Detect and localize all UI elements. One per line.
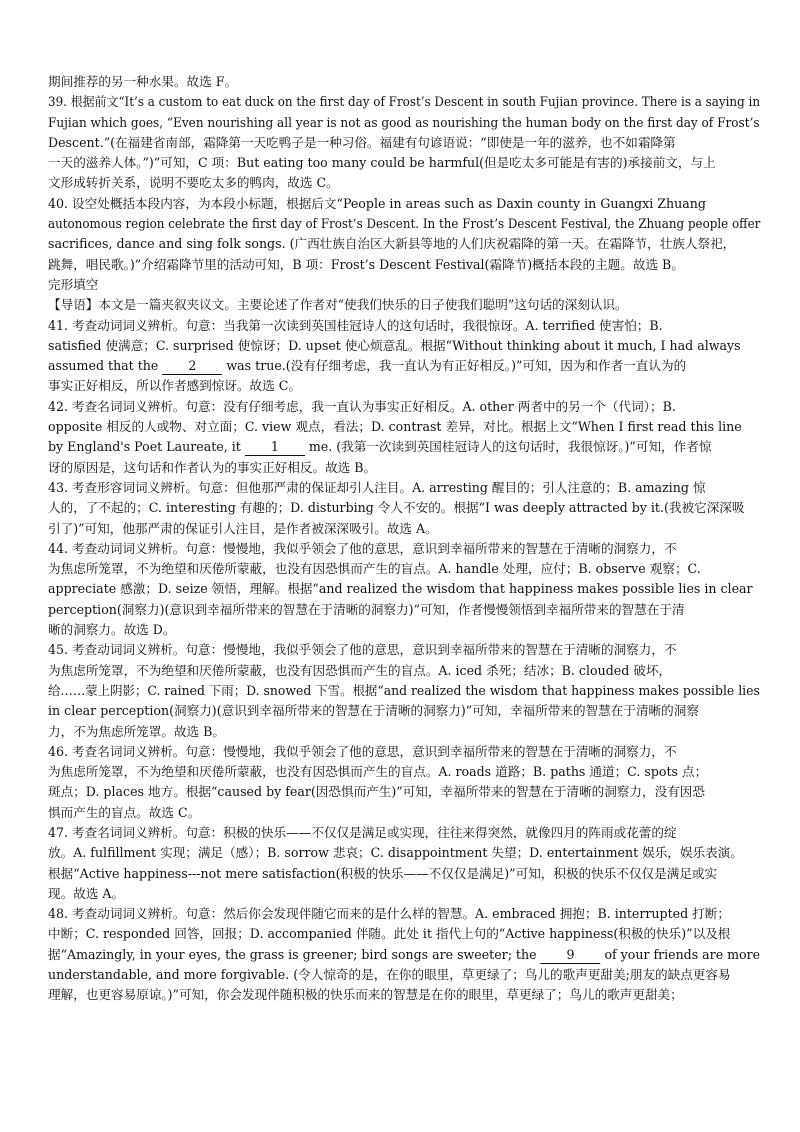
text-segment: by England's Poet Laureate, it: [48, 439, 245, 455]
text-line: 46. 考查名词词义辨析。句意：慢慢地，我似乎领会了他的意思，意识到幸福所带来的智慧在于清晰的洞察力，不: [48, 743, 677, 759]
text-line: 为焦虑所笼罩，不为绝望和厌倦所蒙蔽，也没有因恐惧而产生的盲点。A. handle 处理，应付；B. observe 观察；C.: [48, 561, 701, 577]
text-line: 放。A. fulfillment 实现；满足（感）；B. sorrow 悲哀；C. disappointment 失望；D. entertainment 娱乐，娱乐表演。: [48, 845, 743, 861]
text-line: [48, 356, 760, 376]
text-line: 期间推荐的另一种水果。故选 F。: [48, 74, 238, 89]
text-line: 理解，也更容易原谅。)”可知，你会发现伴随积极的快乐而来的智慧是在你的眼里，草更绿了；鸟儿的歌声更甜美；: [48, 987, 683, 1003]
text-line: sacrifices, dance and sing folk songs. (广西壮族自治区大新县等地的人们庆祝霜降的第一天。在霜降节，壮族人祭祀，: [48, 236, 736, 252]
text-line: perception(洞察力)(意识到幸福所带来的智慧在于清晰的洞察力)”可知，作者慢慢领悟到幸福所带来的智慧在于清: [48, 601, 685, 617]
text-line: 事实正好相反，所以作者感到惊讶。故选 C。: [48, 378, 301, 394]
text-line: 引了)”可知，他那严肃的保证引人注目，是作者被深深吸引。故选 A。: [48, 520, 438, 536]
text-line: 41. 考查动词词义辨析。句意：当我第一次读到英国桂冠诗人的这句话时，我很惊讶。A. terrified 使害怕；B.: [48, 317, 663, 333]
text-line: 48. 考查动词词义辨析。句意：然后你会发现伴随它而来的是什么样的智慧。A. embraced 拥抱；B. interrupted 打断；: [48, 906, 730, 922]
text-line: Fujian which goes, “Even nourishing all year is not as good as nourishing the human body on the first day of Frost’s: [48, 114, 760, 130]
text-line: in clear perception(洞察力)(意识到幸福所带来的智慧在于清晰的洞察力)”可知，幸福所带来的智慧在于清晰的洞察: [48, 703, 699, 719]
document-page: [48, 72, 760, 1006]
text-line: 42. 考查名词词义辨析。句意：没有仔细考虑，我一直认为事实正好相反。A. other 两者中的另一个（代词）；B.: [48, 398, 676, 414]
text-line: 力，不为焦虑所笼罩。故选 B。: [48, 723, 225, 739]
text-line: [48, 945, 759, 965]
text-line: opposite 相反的人或物、对立面；C. view 观点，看法；D. contrast 差异，对比。根据上文“When I first read this line: [48, 419, 742, 435]
text-line: 40. 设空处概括本段内容，为本段小标题，根据后文“People in areas such as Daxin county in Guangxi Zhuang: [48, 195, 706, 211]
answer-blank: 1: [245, 439, 305, 456]
text-segment: me. (我第一次读到英国桂冠诗人的这句话时，我很惊讶。)”可知，作者惊: [304, 439, 712, 455]
text-line: satisfied 使满意；C. surprised 使惊讶；D. upset 使心烦意乱。根据“Without thinking about it much, I had always: [48, 337, 741, 353]
text-line: 为焦虑所笼罩，不为绝望和厌倦所蒙蔽，也没有因恐惧而产生的盲点。A. roads 道路；B. paths 通道；C. spots 点；: [48, 764, 708, 780]
text-line: 给……蒙上阴影；C. rained 下雨；D. snowed 下雪。根据“and realized the wisdom that happiness makes possible lies: [48, 682, 760, 698]
text-line: 43. 考查形容词词义辨析。句意：但他那严肃的保证却引人注目。A. arresting 醒目的；引人注意的；B. amazing 惊: [48, 479, 706, 495]
text-line: [48, 437, 760, 457]
text-segment: was true.(没有仔细考虑，我一直认为有正好相反。)”可知，因为和作者一直认为的: [222, 358, 687, 374]
text-line: 39. 根据前文“It’s a custom to eat duck on the first day of Frost’s Descent in south Fujian province. There is a saying in: [48, 94, 761, 110]
text-line: 现。故选 A。: [48, 885, 125, 901]
text-segment: of your friends are more: [600, 946, 761, 962]
text-line: 人的，了不起的；C. interesting 有趣的；D. disturbing 令人不安的。根据“I was deeply attracted by it.(我被它深深吸: [48, 500, 745, 516]
text-line: understandable, and more forgivable. (令人惊奇的是，在你的眼里，草更绿了；鸟儿的歌声更甜美;朋友的缺点更容易: [48, 967, 731, 983]
text-line: 47. 考查名词词义辨析。句意：积极的快乐——不仅仅是满足或实现，往往来得突然，就像四月的阵雨或花蕾的绽: [48, 824, 677, 840]
text-line: 为焦虑所笼罩，不为绝望和厌倦所蒙蔽，也没有因恐惧而产生的盲点。A. iced 杀死；结冰；B. clouded 破坏，: [48, 662, 672, 678]
text-line: Descent.”(在福建省南部，霜降第一天吃鸭子是一种习俗。福建有句谚语说：“即使是一年的滋养，也不如霜降第: [48, 134, 676, 150]
text-segment: assumed that the: [48, 358, 163, 374]
text-line: appreciate 感激；D. seize 领悟，理解。根据“and realized the wisdom that happiness makes possible lies in clear: [48, 581, 753, 597]
text-line: 完形填空: [48, 276, 99, 292]
text-line: 44. 考查动词词义辨析。句意：慢慢地，我似乎领会了他的意思，意识到幸福所带来的智慧在于清晰的洞察力，不: [48, 540, 677, 556]
text-line: autonomous region celebrate the first day of Frost’s Descent. In the Frost’s Descent Festival, the Zhuang people offer: [48, 216, 761, 232]
text-line: 文形成转折关系，说明不要吃太多的鸭肉，故选 C。: [48, 175, 339, 191]
text-line: 中断；C. responded 回答，回报；D. accompanied 伴随。此处 it 指代上句的“Active happiness(积极的快乐)”以及根: [48, 926, 731, 942]
text-segment: 据“Amazingly, in your eyes, the grass is greener; bird songs are sweeter; the: [48, 946, 541, 962]
text-line: 45. 考查动词词义辨析。句意：慢慢地，我似乎领会了他的意思，意识到幸福所带来的智慧在于清晰的洞察力，不: [48, 642, 677, 658]
text-line: 【导语】本文是一篇夹叙夹议文。主要论述了作者对“使我们快乐的日子使我们聪明”这句话的深刻认识。: [48, 297, 628, 313]
text-line: 惧而产生的盲点。故选 C。: [48, 804, 201, 820]
answer-blank: 2: [162, 358, 222, 375]
text-line: 讶的原因是，这句话和作者认为的事实正好相反。故选 B。: [48, 459, 377, 475]
text-line: 一天的滋养人体。”)”可知，C 项：But eating too many could be harmful(但是吃太多可能是有害的)承接前文，与上: [48, 155, 716, 171]
text-line: 晰的洞察力。故选 D。: [48, 622, 176, 638]
text-line: 根据“Active happiness---not mere satisfaction(积极的快乐——不仅仅是满足)”可知，积极的快乐不仅仅是满足或实: [48, 865, 718, 881]
text-line: 跳舞，唱民歌。)”介绍霜降节里的活动可知，B 项：Frost’s Descent Festival(霜降节)概括本段的主题。故选 B。: [48, 256, 684, 272]
text-line: 斑点；D. places 地方。根据“caused by fear(因恐惧而产生)”可知，幸福所带来的智慧在于清晰的洞察力，没有因恐: [48, 784, 705, 800]
answer-blank: 9: [541, 947, 601, 964]
